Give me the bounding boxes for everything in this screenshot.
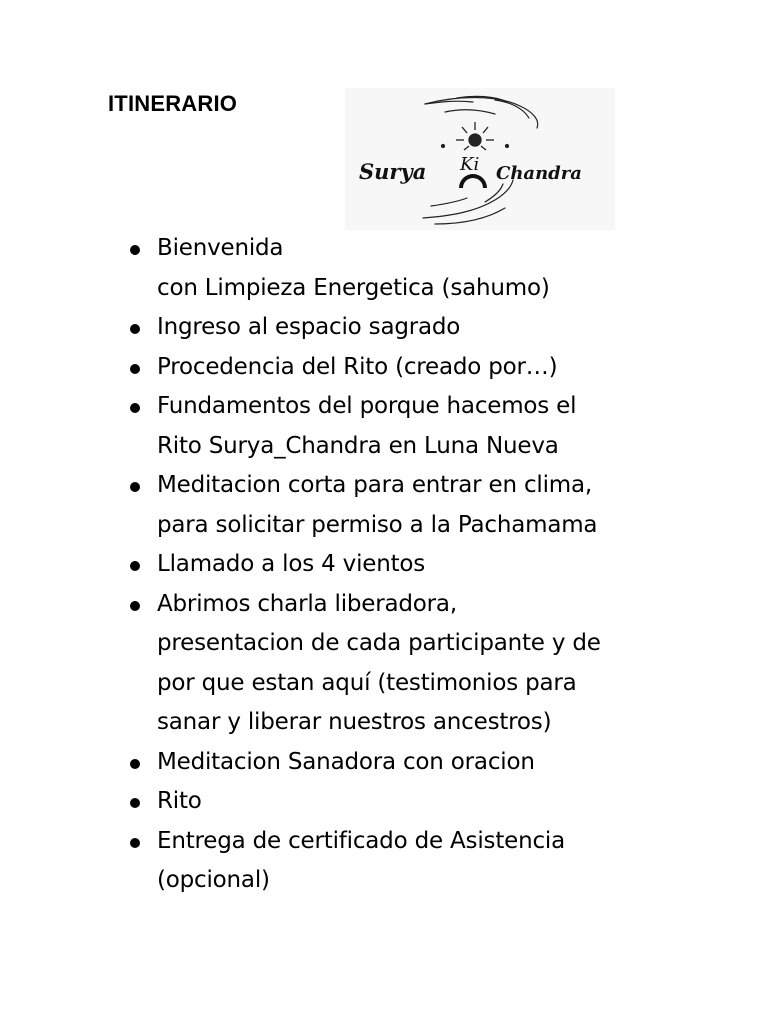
bullet-icon [130, 245, 140, 255]
item-text: con Limpieza Energetica (sahumo) [157, 274, 550, 301]
list-item [128, 782, 708, 822]
bullet-icon [130, 601, 140, 611]
list-item [128, 466, 708, 545]
list-item [128, 545, 708, 585]
sun-icon [442, 122, 509, 150]
bottom-hand-icon [423, 180, 513, 224]
item-text: (opcional) [157, 867, 270, 893]
bullet-icon [130, 364, 140, 374]
surya-ki-chandra-logo [345, 88, 615, 230]
moon-icon [459, 174, 487, 188]
top-hand-icon [425, 96, 538, 128]
item-text: Entrega de certificado de Asistencia [157, 827, 565, 854]
item-text: Rito [157, 788, 202, 814]
item-text: Procedencia del Rito (creado por…) [157, 353, 558, 380]
bullet-icon [130, 838, 140, 848]
item-text: Bienvenida [157, 235, 284, 261]
item-text: presentacion de cada participante y de [157, 630, 601, 656]
logo-word-surya: Surya [359, 159, 427, 184]
itinerary-list [128, 229, 708, 901]
logo-word-chandra: Chandra [496, 163, 582, 184]
item-text: sanar y liberar nuestros ancestros) [157, 709, 552, 735]
item-text: Abrimos charla liberadora, [157, 590, 457, 617]
item-text: Ingreso al espacio sagrado [157, 314, 461, 340]
bullet-icon [130, 482, 140, 492]
bullet-icon [130, 759, 140, 769]
bullet-icon [130, 798, 140, 808]
list-item [128, 229, 708, 308]
item-text: Meditacion Sanadora con oracion [157, 748, 535, 775]
list-item [128, 585, 708, 743]
item-text: Rito Surya_Chandra en Luna Nueva [157, 432, 559, 459]
item-text: Fundamentos del porque hacemos el [157, 393, 577, 419]
logo-word-ki: Ki [460, 154, 480, 175]
list-item [128, 822, 708, 901]
list-item [128, 308, 708, 348]
item-text: Llamado a los 4 vientos [157, 551, 426, 577]
bullet-icon [130, 324, 140, 334]
item-text: Meditacion corta para entrar en clima, [157, 472, 592, 498]
bullet-icon [130, 403, 140, 413]
list-item [128, 387, 708, 466]
page-title: ITINERARIO [108, 91, 238, 116]
list-item [128, 743, 708, 783]
bullet-icon [130, 561, 140, 571]
item-text: para solicitar permiso a la Pachamama [157, 511, 598, 538]
list-item [128, 348, 708, 388]
item-text: por que estan aquí (testimonios para [157, 669, 577, 696]
